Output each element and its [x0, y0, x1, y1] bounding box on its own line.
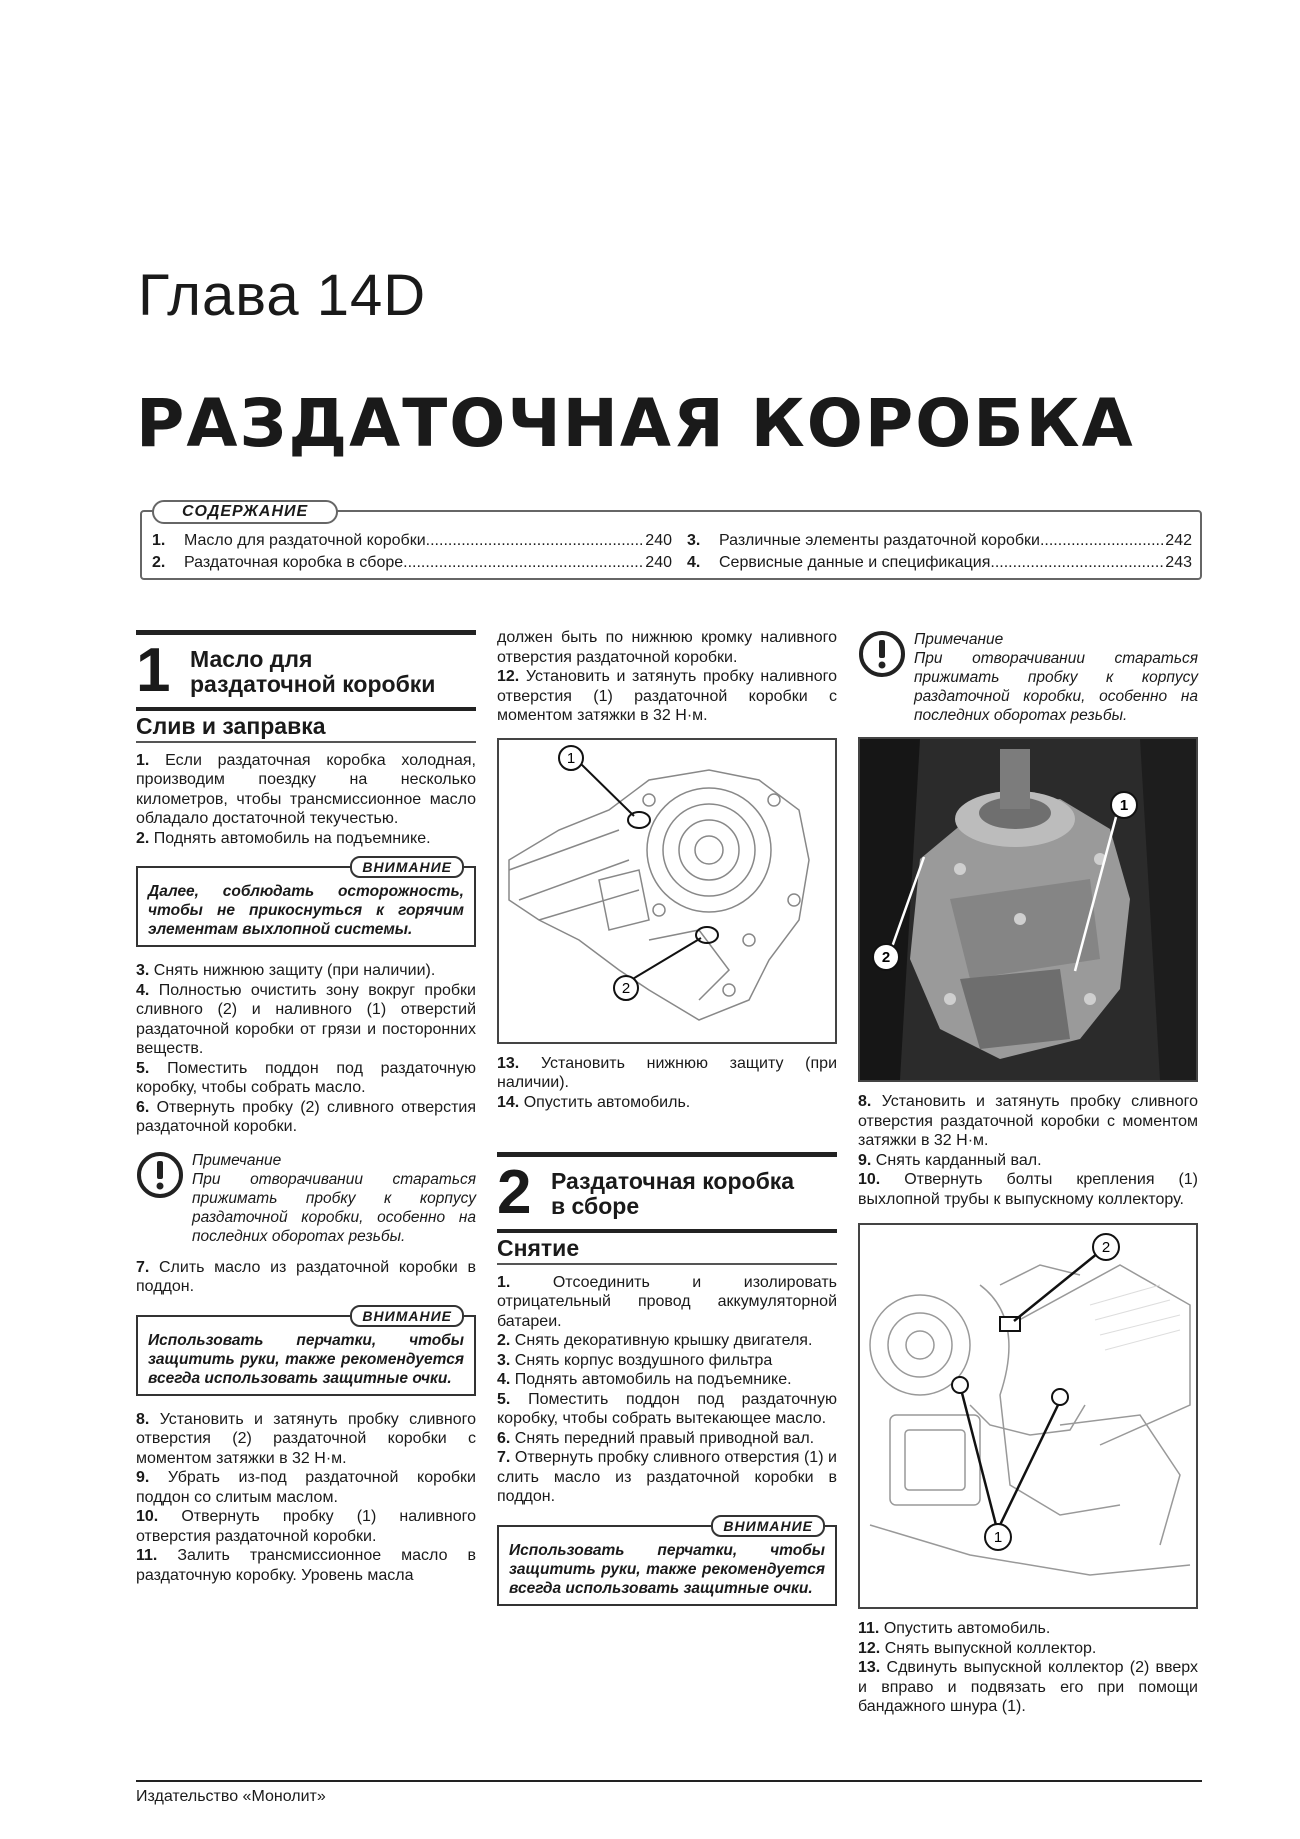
step: 10. Отвернуть болты крепления (1) выхлопной трубы к выпускному коллектору. — [858, 1171, 1198, 1208]
step: 14. Опустить автомобиль. — [497, 1093, 691, 1111]
exhaust-collector-drawing — [858, 1223, 1198, 1609]
step: 11. Залить трансмиссионное масло в раздаточную коробку. Уровень масла — [136, 1547, 476, 1584]
publisher-footer: Издательство «Монолит» — [136, 1788, 326, 1805]
step: 2. Поднять автомобиль на подъемнике. — [136, 829, 431, 847]
step: 4. Полностью очистить зону вокруг пробки сливного (2) и наливного (1) отверстий раздаточной коробки от грязи и посторонних веществ. — [136, 981, 476, 1057]
step: 7. Слить масло из раздаточной коробки в поддон. — [136, 1258, 476, 1295]
exclamation-icon — [858, 630, 906, 678]
exclamation-icon — [136, 1151, 184, 1199]
section-2-header — [497, 1152, 837, 1227]
transfer-case-drawing — [497, 738, 837, 1044]
step: 12. Снять выпускной коллектор. — [858, 1639, 1097, 1657]
toc-item[interactable]: 3. Различные элементы раздаточной коробки ..... 242 — [687, 530, 1192, 552]
page-title: РАЗДАТОЧНАЯ КОРОБКА — [136, 385, 1135, 462]
section-number: 1 — [136, 636, 171, 705]
step: 11. Опустить автомобиль. — [858, 1620, 1051, 1637]
step: 1. Отсоединить и изолировать отрицательный провод аккумуляторной батареи. — [497, 1273, 837, 1330]
transfer-case-illustration — [499, 740, 835, 1042]
subheading: Снятие — [497, 1233, 837, 1265]
transfer-case-photo-illustration — [860, 739, 1196, 1080]
callout-label: 2 — [621, 979, 631, 997]
step: 13. Установить нижнюю защиту (при наличии). — [497, 1054, 837, 1091]
section-1-header — [136, 630, 476, 705]
step: 10. Отвернуть пробку (1) наливного отверстия раздаточной коробки. — [136, 1508, 476, 1545]
warning-box: ВНИМАНИЕ Использовать перчатки, чтобы защитить руки, также рекомендуется всегда использовать защитные очки. — [136, 1315, 476, 1396]
step: 8. Установить и затянуть пробку сливного отверстия раздаточной коробки с моментом затяжки в 32 Н·м. — [858, 1093, 1199, 1149]
step: 1. Если раздаточная коробка холодная, производим поездку на несколько километров, чтобы трансмиссионное масло обладало достаточной текучестью. — [136, 751, 476, 827]
warning-box: ВНИМАНИЕ Далее, соблюдать осторожность, чтобы не прикоснуться к горячим элементам выхлопной системы. — [136, 866, 476, 947]
callout-label: 1 — [566, 749, 576, 767]
section-number: 2 — [497, 1158, 532, 1227]
step: 3. Снять нижнюю защиту (при наличии). — [136, 962, 436, 979]
section-title: Масло для раздаточной коробки — [190, 646, 436, 697]
note-label: Примечание — [192, 1151, 282, 1169]
note-box: Примечание При отворачивании стараться прижимать пробку к корпусу раздаточной коробки, особенно на последних оборотах резьбы. — [136, 1151, 476, 1246]
callout-label: 2 — [881, 949, 891, 966]
note-box: Примечание При отворачивании стараться прижимать пробку к корпусу раздаточной коробки, особенно на последних оборотах резьбы. — [858, 630, 1198, 725]
warning-label: ВНИМАНИЕ — [711, 1515, 825, 1537]
step: 8. Установить и затянуть пробку сливного отверстия (2) раздаточной коробки с моментом затяжки в 32 Н·м. — [136, 1410, 477, 1467]
transfer-case-photo — [858, 737, 1198, 1082]
footer-divider — [136, 1780, 1202, 1782]
table-of-contents — [140, 503, 1202, 580]
toc-item[interactable]: 4. Сервисные данные и спецификация ..... 243 — [687, 552, 1192, 574]
column-3 — [858, 630, 1198, 1717]
chapter-label: Глава 14D — [138, 263, 427, 328]
step: 4. Поднять автомобиль на подъемнике. — [497, 1371, 792, 1388]
step: 13. Сдвинуть выпускной коллектор (2) вверх и вправо и подвязать его при помощи бандажного шнура (1). — [858, 1659, 1198, 1715]
section-title: Раздаточная коробка в сборе — [551, 1168, 795, 1219]
subheading: Слив и заправка — [136, 711, 476, 743]
column-2 — [497, 628, 837, 1620]
step: 9. Убрать из-под раздаточной коробки поддон со слитым маслом. — [136, 1469, 476, 1506]
step-continued: должен быть по нижнюю кромку наливного отверстия раздаточной коробки. — [497, 629, 837, 666]
warning-box: ВНИМАНИЕ Использовать перчатки, чтобы защитить руки, также рекомендуется всегда использовать защитные очки. — [497, 1525, 837, 1606]
step: 6. Отвернуть пробку (2) сливного отверстия раздаточной коробки. — [136, 1098, 476, 1135]
toc-item[interactable]: 1. Масло для раздаточной коробки ..... 240 — [152, 530, 672, 552]
step: 5. Поместить поддон под раздаточную коробку, чтобы собрать масло. — [136, 1059, 476, 1096]
step: 6. Снять передний правый приводной вал. — [497, 1429, 815, 1447]
step: 12. Установить и затянуть пробку наливного отверстия (1) раздаточной коробки с моментом затяжки в 32 Н·м. — [497, 668, 837, 724]
callout-label: 2 — [1101, 1239, 1111, 1256]
step: 7. Отвернуть пробку сливного отверстия (1) и слить масло из раздаточной коробки в поддон. — [497, 1449, 837, 1505]
toc-item[interactable]: 2. Раздаточная коробка в сборе ..... 240 — [152, 552, 672, 574]
exhaust-collector-illustration — [860, 1225, 1196, 1607]
step: 3. Снять корпус воздушного фильтра — [497, 1351, 773, 1369]
warning-label: ВНИМАНИЕ — [350, 1305, 464, 1327]
step: 2. Снять декоративную крышку двигателя. — [497, 1332, 813, 1349]
step: 5. Поместить поддон под раздаточную коробку, чтобы собрать вытекающее масло. — [497, 1390, 837, 1427]
toc-label: СОДЕРЖАНИЕ — [152, 500, 338, 524]
callout-label: 1 — [993, 1529, 1003, 1546]
warning-label: ВНИМАНИЕ — [350, 856, 464, 878]
callout-label: 1 — [1119, 797, 1129, 814]
column-1 — [136, 630, 476, 1585]
note-label: Примечание — [914, 631, 1004, 648]
step: 9. Снять карданный вал. — [858, 1151, 1042, 1169]
